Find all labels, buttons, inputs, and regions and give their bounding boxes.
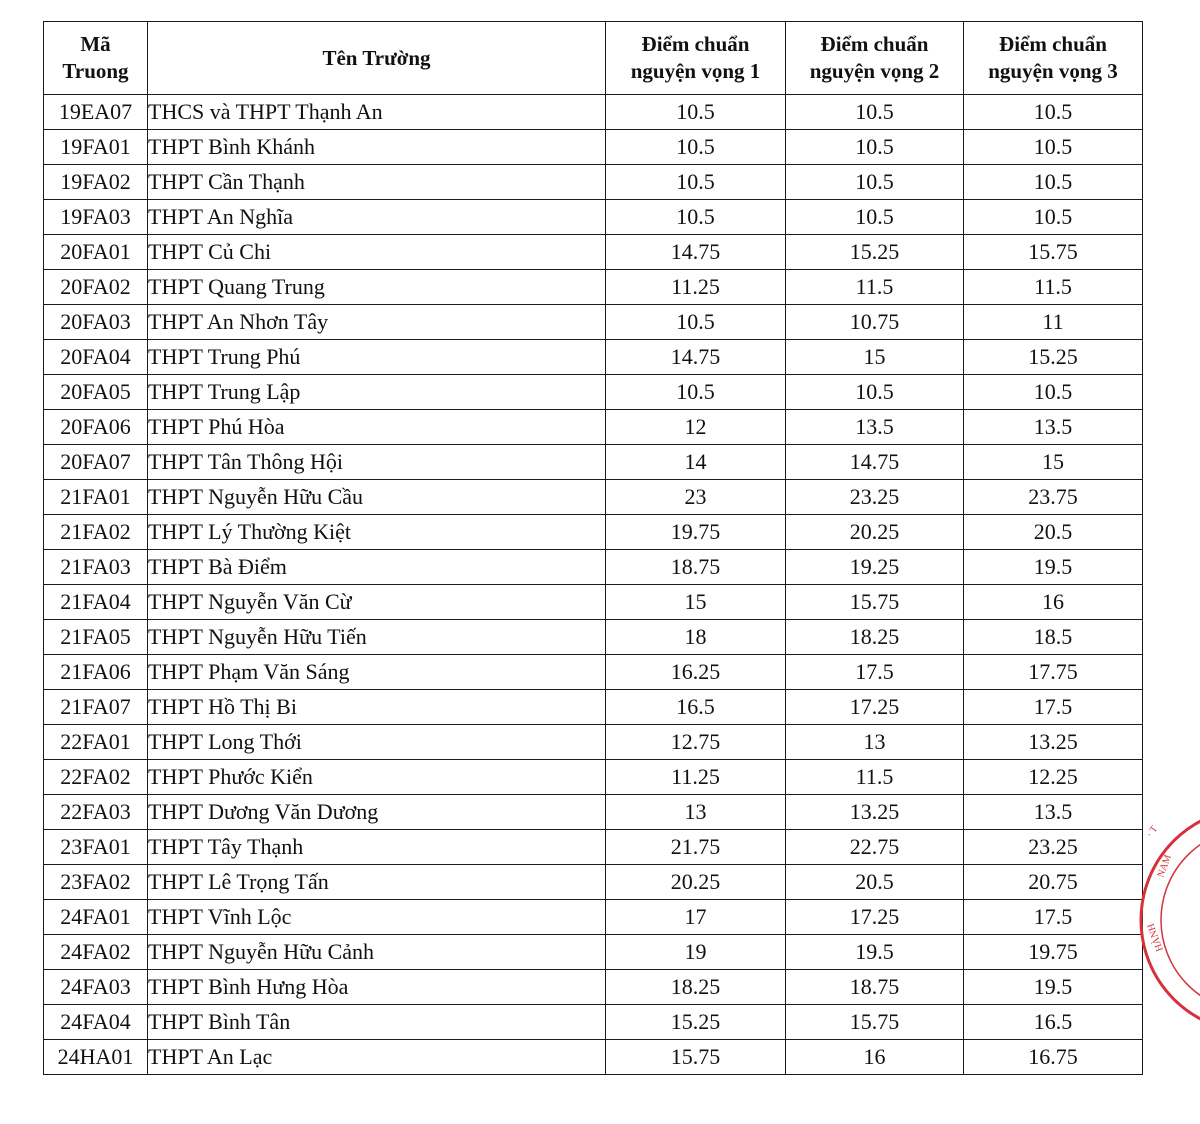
- score-nv2-cell: 15.75: [786, 1005, 964, 1040]
- score-nv3-cell: 10.5: [964, 165, 1143, 200]
- school-name-cell: THPT Vĩnh Lộc: [148, 900, 606, 935]
- score-nv1-cell: 12: [606, 410, 786, 445]
- score-nv2-cell: 15: [786, 340, 964, 375]
- table-row: [44, 795, 1143, 830]
- header-score-nv2: Điểm chuẩn nguyện vọng 2: [786, 22, 964, 95]
- school-name-cell: THCS và THPT Thạnh An: [148, 95, 606, 130]
- score-nv2-cell: 23.25: [786, 480, 964, 515]
- school-code-cell: 19FA02: [44, 165, 148, 200]
- school-name-cell: THPT Cần Thạnh: [148, 165, 606, 200]
- school-name-cell: THPT Phước Kiển: [148, 760, 606, 795]
- school-code-cell: 20FA06: [44, 410, 148, 445]
- school-name-cell: THPT Quang Trung: [148, 270, 606, 305]
- table-row: [44, 900, 1143, 935]
- score-nv2-cell: 19.5: [786, 935, 964, 970]
- school-name-cell: THPT An Nghĩa: [148, 200, 606, 235]
- score-nv1-cell: 16.25: [606, 655, 786, 690]
- table-row: [44, 515, 1143, 550]
- school-code-cell: 24FA02: [44, 935, 148, 970]
- school-code-cell: 24HA01: [44, 1040, 148, 1075]
- table-row: [44, 270, 1143, 305]
- score-nv3-cell: 10.5: [964, 130, 1143, 165]
- table-row: [44, 620, 1143, 655]
- school-name-cell: THPT Nguyễn Hữu Tiến: [148, 620, 606, 655]
- school-code-cell: 21FA05: [44, 620, 148, 655]
- score-nv1-cell: 15.75: [606, 1040, 786, 1075]
- score-nv2-cell: 20.25: [786, 515, 964, 550]
- score-nv2-cell: 10.5: [786, 130, 964, 165]
- score-nv1-cell: 21.75: [606, 830, 786, 865]
- school-code-cell: 20FA05: [44, 375, 148, 410]
- score-nv2-cell: 10.5: [786, 375, 964, 410]
- school-name-cell: THPT Phú Hòa: [148, 410, 606, 445]
- table-row: [44, 550, 1143, 585]
- school-code-cell: 22FA01: [44, 725, 148, 760]
- header-school-code: Mã Truong: [44, 22, 148, 95]
- score-nv1-cell: 14.75: [606, 235, 786, 270]
- table-row: [44, 235, 1143, 270]
- score-nv3-cell: 15.25: [964, 340, 1143, 375]
- score-nv3-cell: 13.5: [964, 795, 1143, 830]
- score-nv2-cell: 11.5: [786, 270, 964, 305]
- school-name-cell: THPT Tân Thông Hội: [148, 445, 606, 480]
- score-nv1-cell: 10.5: [606, 130, 786, 165]
- score-nv1-cell: 19.75: [606, 515, 786, 550]
- score-nv1-cell: 12.75: [606, 725, 786, 760]
- header-school-name: Tên Trường: [148, 22, 606, 95]
- svg-text:NAM: NAM: [1155, 853, 1174, 880]
- table-row: [44, 95, 1143, 130]
- score-nv1-cell: 10.5: [606, 200, 786, 235]
- score-nv1-cell: 19: [606, 935, 786, 970]
- score-nv1-cell: 11.25: [606, 270, 786, 305]
- school-code-cell: 24FA01: [44, 900, 148, 935]
- score-nv1-cell: 13: [606, 795, 786, 830]
- score-nv2-cell: 22.75: [786, 830, 964, 865]
- score-nv1-cell: 18: [606, 620, 786, 655]
- score-nv3-cell: 19.5: [964, 970, 1143, 1005]
- score-nv3-cell: 15: [964, 445, 1143, 480]
- score-nv3-cell: 16.5: [964, 1005, 1143, 1040]
- school-name-cell: THPT Phạm Văn Sáng: [148, 655, 606, 690]
- score-nv1-cell: 10.5: [606, 375, 786, 410]
- score-nv2-cell: 11.5: [786, 760, 964, 795]
- score-nv3-cell: 17.5: [964, 690, 1143, 725]
- score-nv1-cell: 10.5: [606, 165, 786, 200]
- score-nv1-cell: 15: [606, 585, 786, 620]
- school-code-cell: 24FA04: [44, 1005, 148, 1040]
- score-nv2-cell: 13: [786, 725, 964, 760]
- score-nv1-cell: 10.5: [606, 305, 786, 340]
- table-row: [44, 935, 1143, 970]
- school-name-cell: THPT Bà Điểm: [148, 550, 606, 585]
- score-nv3-cell: 11: [964, 305, 1143, 340]
- score-nv3-cell: 17.5: [964, 900, 1143, 935]
- score-nv2-cell: 20.5: [786, 865, 964, 900]
- score-nv2-cell: 13.5: [786, 410, 964, 445]
- school-name-cell: THPT An Lạc: [148, 1040, 606, 1075]
- school-name-cell: THPT Nguyễn Hữu Cảnh: [148, 935, 606, 970]
- table-row: [44, 655, 1143, 690]
- svg-text:HÀNH: HÀNH: [1145, 921, 1166, 953]
- score-nv3-cell: 19.75: [964, 935, 1143, 970]
- score-nv2-cell: 15.25: [786, 235, 964, 270]
- school-name-cell: THPT Củ Chi: [148, 235, 606, 270]
- table-row: [44, 725, 1143, 760]
- table-row: [44, 375, 1143, 410]
- admission-scores-table: [43, 21, 1143, 1075]
- score-nv1-cell: 14.75: [606, 340, 786, 375]
- table-row: [44, 865, 1143, 900]
- header-score-nv3: Điểm chuẩn nguyện vọng 3: [964, 22, 1143, 95]
- score-nv2-cell: 10.5: [786, 95, 964, 130]
- school-name-cell: THPT An Nhơn Tây: [148, 305, 606, 340]
- score-nv3-cell: 16.75: [964, 1040, 1143, 1075]
- school-code-cell: 22FA03: [44, 795, 148, 830]
- stamp-seal-graphic: [1133, 800, 1200, 1040]
- score-nv1-cell: 11.25: [606, 760, 786, 795]
- school-name-cell: THPT Lý Thường Kiệt: [148, 515, 606, 550]
- score-nv3-cell: 17.75: [964, 655, 1143, 690]
- school-code-cell: 21FA01: [44, 480, 148, 515]
- school-name-cell: THPT Nguyễn Văn Cừ: [148, 585, 606, 620]
- table-row: [44, 690, 1143, 725]
- score-nv1-cell: 18.75: [606, 550, 786, 585]
- score-nv1-cell: 15.25: [606, 1005, 786, 1040]
- school-code-cell: 21FA06: [44, 655, 148, 690]
- header-row: [44, 22, 1143, 95]
- score-nv1-cell: 14: [606, 445, 786, 480]
- table-row: [44, 585, 1143, 620]
- score-nv2-cell: 17.5: [786, 655, 964, 690]
- table-body: [44, 95, 1143, 1075]
- table-header: [44, 22, 1143, 95]
- school-code-cell: 19FA01: [44, 130, 148, 165]
- table-row: [44, 165, 1143, 200]
- table-row: [44, 305, 1143, 340]
- score-nv1-cell: 16.5: [606, 690, 786, 725]
- school-code-cell: 19FA03: [44, 200, 148, 235]
- header-score-nv1: Điểm chuẩn nguyện vọng 1: [606, 22, 786, 95]
- table-row: [44, 970, 1143, 1005]
- school-name-cell: THPT Tây Thạnh: [148, 830, 606, 865]
- score-nv3-cell: 16: [964, 585, 1143, 620]
- score-nv3-cell: 20.5: [964, 515, 1143, 550]
- score-nv3-cell: 19.5: [964, 550, 1143, 585]
- svg-text:· T: · T: [1144, 823, 1161, 840]
- score-nv3-cell: 10.5: [964, 375, 1143, 410]
- score-nv2-cell: 18.25: [786, 620, 964, 655]
- school-code-cell: 21FA03: [44, 550, 148, 585]
- score-nv2-cell: 18.75: [786, 970, 964, 1005]
- score-nv2-cell: 13.25: [786, 795, 964, 830]
- school-name-cell: THPT Long Thới: [148, 725, 606, 760]
- school-code-cell: 22FA02: [44, 760, 148, 795]
- official-stamp: [1133, 800, 1200, 1040]
- school-name-cell: THPT Trung Phú: [148, 340, 606, 375]
- table-row: [44, 340, 1143, 375]
- school-name-cell: THPT Bình Tân: [148, 1005, 606, 1040]
- score-nv2-cell: 10.5: [786, 165, 964, 200]
- school-code-cell: 24FA03: [44, 970, 148, 1005]
- score-nv3-cell: 18.5: [964, 620, 1143, 655]
- score-nv2-cell: 10.75: [786, 305, 964, 340]
- table-row: [44, 760, 1143, 795]
- score-nv3-cell: 23.75: [964, 480, 1143, 515]
- score-nv2-cell: 10.5: [786, 200, 964, 235]
- score-nv3-cell: 13.5: [964, 410, 1143, 445]
- school-code-cell: 20FA03: [44, 305, 148, 340]
- school-name-cell: THPT Hồ Thị Bi: [148, 690, 606, 725]
- school-code-cell: 23FA02: [44, 865, 148, 900]
- school-name-cell: THPT Bình Hưng Hòa: [148, 970, 606, 1005]
- school-name-cell: THPT Bình Khánh: [148, 130, 606, 165]
- score-nv3-cell: 10.5: [964, 95, 1143, 130]
- school-name-cell: THPT Nguyễn Hữu Cầu: [148, 480, 606, 515]
- score-nv3-cell: 12.25: [964, 760, 1143, 795]
- school-name-cell: THPT Lê Trọng Tấn: [148, 865, 606, 900]
- school-code-cell: 23FA01: [44, 830, 148, 865]
- score-nv3-cell: 23.25: [964, 830, 1143, 865]
- score-nv3-cell: 11.5: [964, 270, 1143, 305]
- score-nv3-cell: 13.25: [964, 725, 1143, 760]
- table-row: [44, 445, 1143, 480]
- school-code-cell: 20FA02: [44, 270, 148, 305]
- table-row: [44, 480, 1143, 515]
- table-row: [44, 1040, 1143, 1075]
- school-code-cell: 19EA07: [44, 95, 148, 130]
- school-code-cell: 21FA07: [44, 690, 148, 725]
- school-name-cell: THPT Trung Lập: [148, 375, 606, 410]
- score-nv3-cell: 15.75: [964, 235, 1143, 270]
- table-row: [44, 200, 1143, 235]
- score-nv1-cell: 18.25: [606, 970, 786, 1005]
- score-nv2-cell: 15.75: [786, 585, 964, 620]
- score-nv1-cell: 10.5: [606, 95, 786, 130]
- table-row: [44, 830, 1143, 865]
- score-nv1-cell: 20.25: [606, 865, 786, 900]
- score-nv3-cell: 10.5: [964, 200, 1143, 235]
- score-nv2-cell: 19.25: [786, 550, 964, 585]
- school-code-cell: 20FA04: [44, 340, 148, 375]
- score-nv1-cell: 17: [606, 900, 786, 935]
- school-code-cell: 21FA04: [44, 585, 148, 620]
- score-nv1-cell: 23: [606, 480, 786, 515]
- school-code-cell: 20FA01: [44, 235, 148, 270]
- score-nv2-cell: 17.25: [786, 690, 964, 725]
- school-code-cell: 21FA02: [44, 515, 148, 550]
- table-row: [44, 410, 1143, 445]
- score-nv2-cell: 17.25: [786, 900, 964, 935]
- score-nv3-cell: 20.75: [964, 865, 1143, 900]
- table-row: [44, 1005, 1143, 1040]
- score-nv2-cell: 16: [786, 1040, 964, 1075]
- table-row: [44, 130, 1143, 165]
- score-nv2-cell: 14.75: [786, 445, 964, 480]
- school-name-cell: THPT Dương Văn Dương: [148, 795, 606, 830]
- school-code-cell: 20FA07: [44, 445, 148, 480]
